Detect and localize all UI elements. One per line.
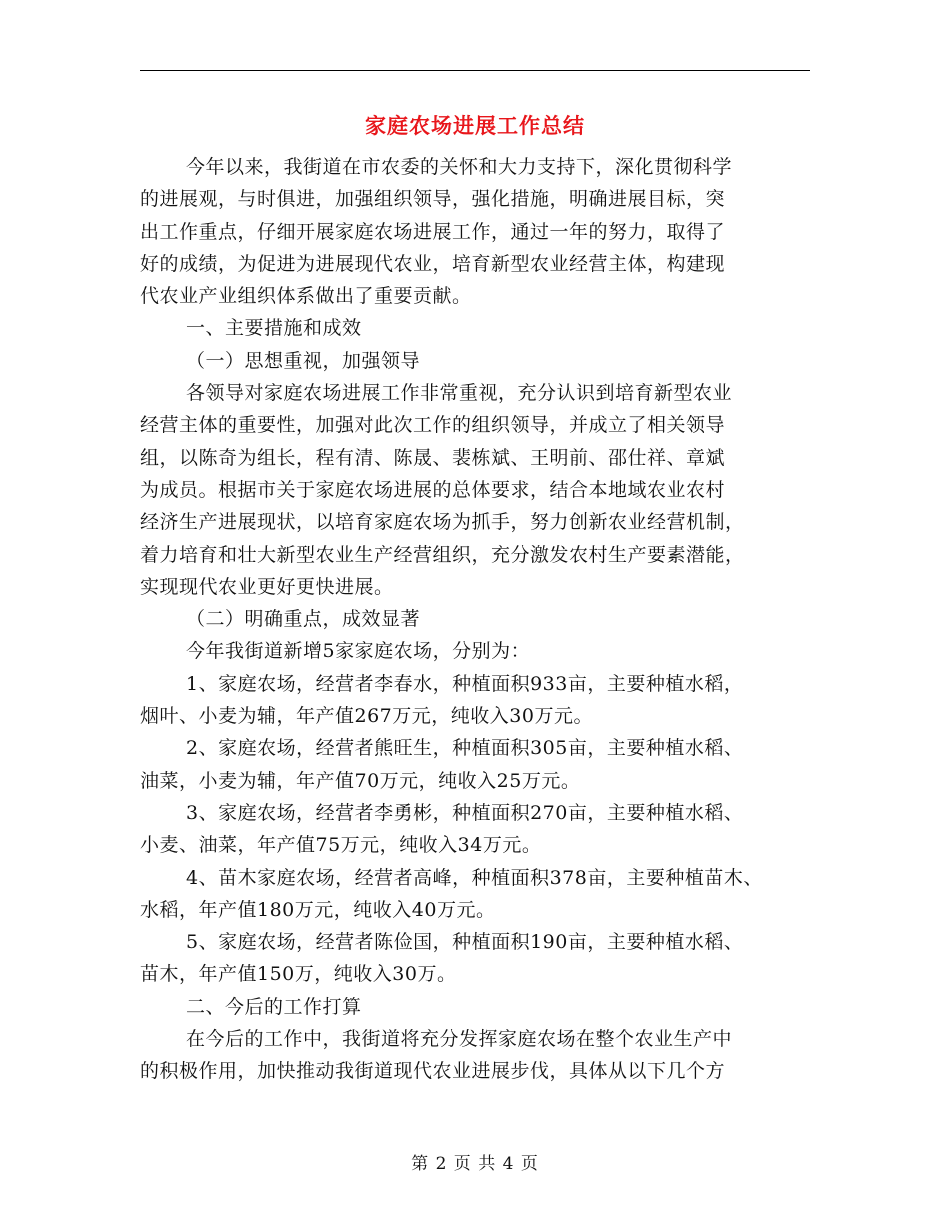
subsection-heading: （一）思想重视，加强领导 (186, 349, 421, 372)
body-line: 在今后的工作中，我街道将充分发挥家庭农场在整个农业生产中 (186, 1028, 733, 1051)
body-line: 今年以来，我街道在市农委的关怀和大力支持下，深化贯彻科学 (186, 156, 733, 178)
list-item: 5、家庭农场，经营者陈俭国，种植面积190亩，主要种植水稻、 (186, 931, 744, 954)
body-line: 出工作重点，仔细开展家庭农场进展工作，通过一年的努力，取得了 (140, 220, 726, 243)
body-line: 实现现代农业更好更快进展。 (140, 575, 394, 598)
body-line: 为成员。根据市关于家庭农场进展的总体要求，结合本地域农业农村 (140, 478, 726, 501)
document-body (140, 151, 812, 1088)
list-item-continuation: 小麦、油菜，年产值75万元，纯收入34万元。 (140, 834, 542, 857)
body-line: 组，以陈奇为组长，程有清、陈晟、裴栋斌、王明前、邵仕祥、章斌 (140, 446, 726, 469)
body-line: 各领导对家庭农场进展工作非常重视，充分认识到培育新型农业 (186, 382, 733, 405)
body-line: 着力培育和壮大新型农业生产经营组织，充分激发农村生产要素潜能， (140, 543, 745, 566)
list-item-continuation: 苗木，年产值150万，纯收入30万。 (140, 963, 457, 986)
list-item: 2、家庭农场，经营者熊旺生，种植面积305亩，主要种植水稻、 (186, 737, 744, 760)
list-item-continuation: 烟叶、小麦为辅，年产值267万元，纯收入30万元。 (140, 705, 593, 728)
body-line: 的积极作用，加快推动我街道现代农业进展步伐，具体从以下几个方 (140, 1060, 726, 1083)
list-item: 4、苗木家庭农场，经营者高峰，种植面积378亩，主要种植苗木、 (186, 866, 763, 889)
section-heading: 二、今后的工作打算 (186, 995, 362, 1018)
list-item: 3、家庭农场，经营者李勇彬，种植面积270亩，主要种植水稻、 (186, 801, 744, 824)
list-item-continuation: 油菜，小麦为辅，年产值70万元，纯收入25万元。 (140, 769, 581, 792)
subsection-heading: （二）明确重点，成效显著 (186, 608, 421, 631)
body-line: 代农业产业组织体系做出了重要贡献。 (140, 285, 472, 308)
body-line: 经济生产进展现状，以培育家庭农场为抓手，努力创新农业经营机制， (140, 511, 745, 534)
list-item: 1、家庭农场，经营者李春水，种植面积933亩，主要种植水稻， (186, 672, 744, 695)
page-footer: 第 2 页 共 4 页 (411, 1154, 539, 1174)
body-line: 经营主体的重要性，加强对此次工作的组织领导，并成立了相关领导 (140, 414, 726, 437)
body-line: 今年我街道新增5家家庭农场，分别为： (186, 640, 531, 663)
section-heading: 一、主要措施和成效 (186, 317, 362, 340)
document-title: 家庭农场进展工作总结 (365, 113, 585, 138)
body-line: 好的成绩，为促进为进展现代农业，培育新型农业经营主体，构建现 (140, 252, 726, 275)
body-line: 的进展观，与时俱进，加强组织领导，强化措施，明确进展目标，突 (140, 188, 726, 211)
header-rule (140, 70, 810, 71)
list-item-continuation: 水稻，年产值180万元，纯收入40万元。 (140, 898, 496, 921)
